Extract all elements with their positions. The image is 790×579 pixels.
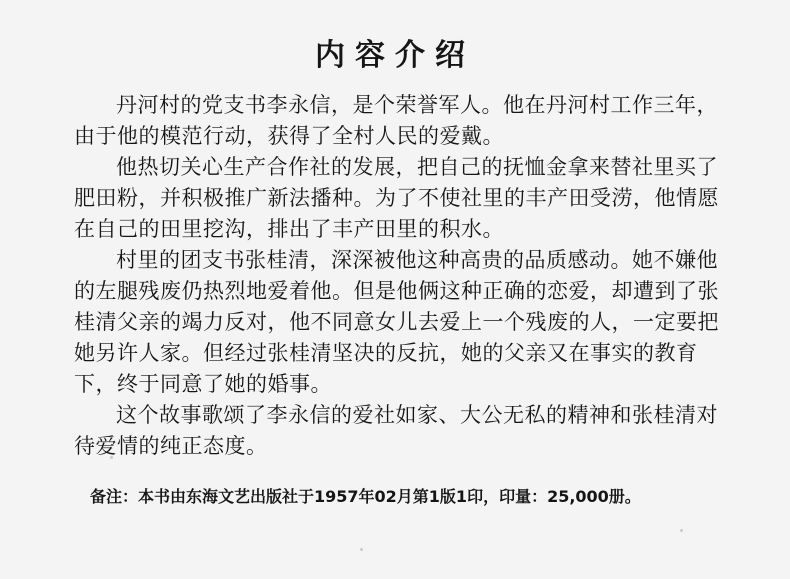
scan-speck: [680, 529, 683, 532]
publication-note: 备注：本书由东海文艺出版社于1957年02月第1版1印，印量：25,000册。: [90, 487, 641, 506]
scan-speck: [360, 548, 363, 551]
paragraph-1: 丹河村的党支书李永信，是个荣誉军人。他在丹河村工作三年，由于他的模范行动，获得了全村人民的爱戴。: [74, 93, 718, 148]
page-title: 内容介绍: [315, 38, 475, 73]
content-introduction: [74, 90, 729, 462]
paragraph-3: 村里的团支书张桂清，深深被他这种高贵的品质感动。她不嫌他的左腿残废仍热烈地爱着他。但是他俩这种正确的恋爱，却遭到了张桂清父亲的竭力反对，他不同意女儿去爱上一个残废的人，一定要把她另许人家。但经过张桂清坚决的反抗，她的父亲又在事实的教育下，终于同意了她的婚事。: [74, 248, 719, 396]
scan-speck: [110, 456, 113, 459]
paragraph-2: 他热切关心生产合作社的发展，把自己的抚恤金拿来替社里买了肥田粉，并积极推广新法播种。为了不使社里的丰产田受涝，他情愿在自己的田里挖沟，排出了丰产田里的积水。: [74, 155, 719, 241]
paragraph-4: 这个故事歌颂了李永信的爱社如家、大公无私的精神和张桂清对待爱情的纯正态度。: [74, 403, 718, 458]
